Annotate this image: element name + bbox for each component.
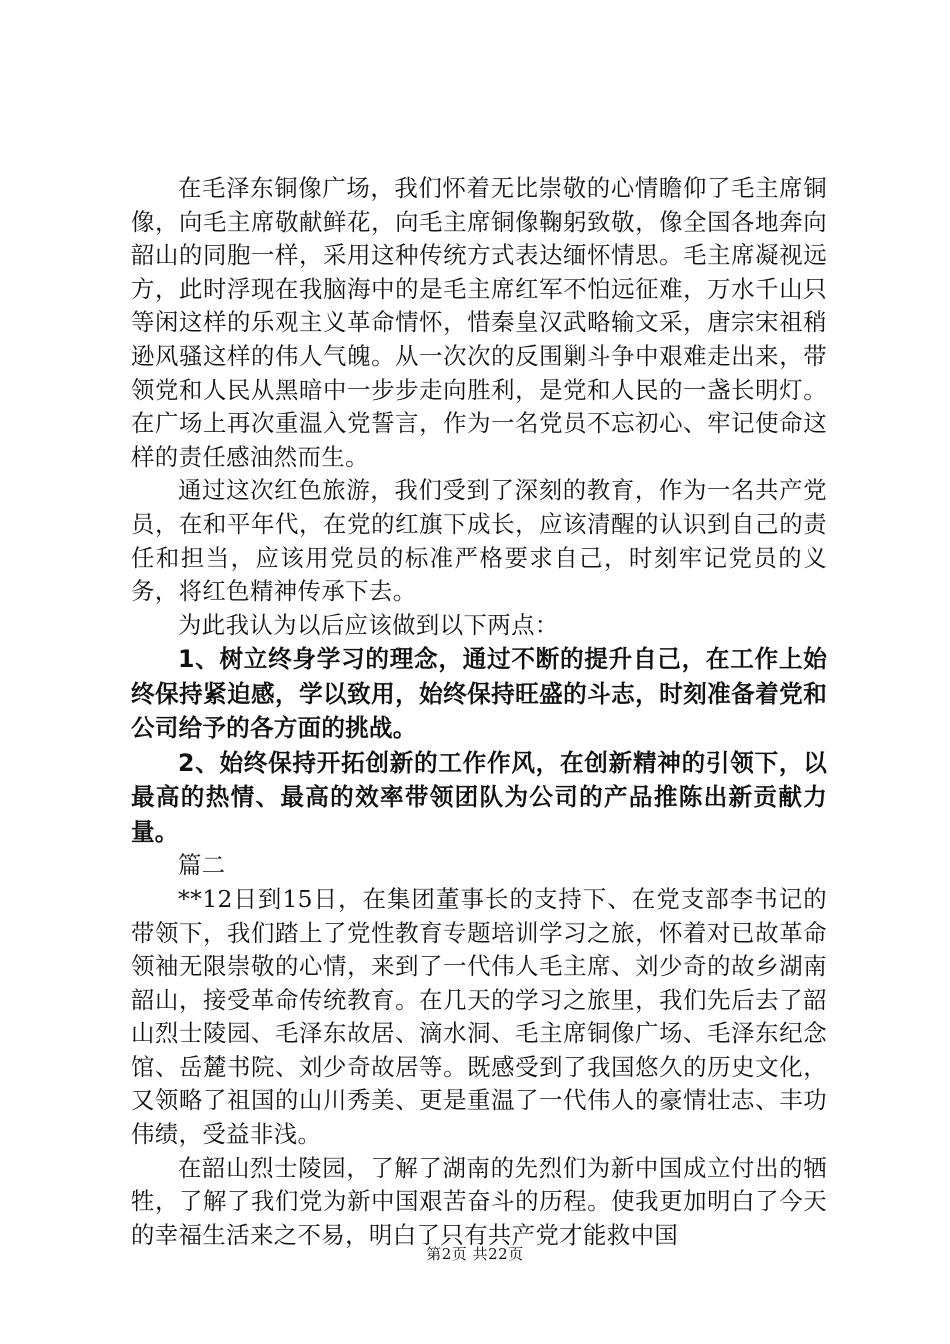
paragraph-two-points-intro: 为此我认为以后应该做到以下两点： bbox=[178, 610, 559, 639]
paragraph-point-one: 1、树立终身学习的理念，通过不断的提升自己，在工作上始终保持紧迫感，学以致用，始终保持旺盛的斗志，时刻准备着党和公司给予的各方面的挑战。 bbox=[131, 645, 827, 743]
paragraph-point-two: 2、始终保持开拓创新的工作作风，在创新精神的引领下，以最高的热情、最高的效率带领团队为公司的产品推陈出新贡献力量。 bbox=[131, 748, 827, 846]
document-body bbox=[131, 172, 827, 1252]
section-heading-part-two: 篇二 bbox=[178, 851, 226, 880]
paragraph-statue-square: 在毛泽东铜像广场，我们怀着无比崇敬的心情瞻仰了毛主席铜像，向毛主席敬献鲜花，向毛主席铜像鞠躬致敬，像全国各地奔向韶山的同胞一样，采用这种传统方式表达缅怀情思。毛主席凝视远方，此时浮现在我脑海中的是毛主席红军不怕远征难，万水千山只等闲这样的乐观主义革命情怀，惜秦皇汉武略输文采，唐宗宋祖稍逊风骚这样的伟人气魄。从一次次的反围剿斗争中艰难走出来，带领党和人民从黑暗中一步步走向胜利，是党和人民的一盏长明灯。在广场上再次重温入党誓言，作为一名党员不忘初心、牢记使命这样的责任感油然而生。 bbox=[131, 174, 827, 471]
paragraph-red-tourism: 通过这次红色旅游，我们受到了深刻的教育，作为一名共产党员，在和平年代，在党的红旗下成长，应该清醒的认识到自己的责任和担当，应该用党员的标准严格要求自己，时刻牢记党员的义务，将红色精神传承下去。 bbox=[131, 476, 827, 606]
paragraph-martyrs-cemetery: 在韶山烈士陵园，了解了湖南的先烈们为新中国成立付出的牺牲，了解了我们党为新中国艰苦奋斗的历程。使我更加明白了今天的幸福生活来之不易，明白了只有共产党才能救中国 bbox=[131, 1153, 827, 1249]
page-footer: 第2页 共22页 bbox=[426, 1245, 524, 1263]
paragraph-study-trip: **12日到15日，在集团董事长的支持下、在党支部李书记的带领下，我们踏上了党性教育专题培训学习之旅，怀着对已故革命领袖无限崇敬的心情，来到了一代伟人毛主席、刘少奇的故乡湖南韶山，接受革命传统教育。在几天的学习之旅里，我们先后去了韶山烈士陵园、毛泽东故居、滴水洞、毛主席铜像广场、毛泽东纪念馆、岳麓书院、刘少奇故居等。既感受到了我国悠久的历史文化，又领略了祖国的山川秀美、更是重温了一代伟人的豪情壮志、丰功伟绩，受益非浅。 bbox=[131, 884, 827, 1149]
